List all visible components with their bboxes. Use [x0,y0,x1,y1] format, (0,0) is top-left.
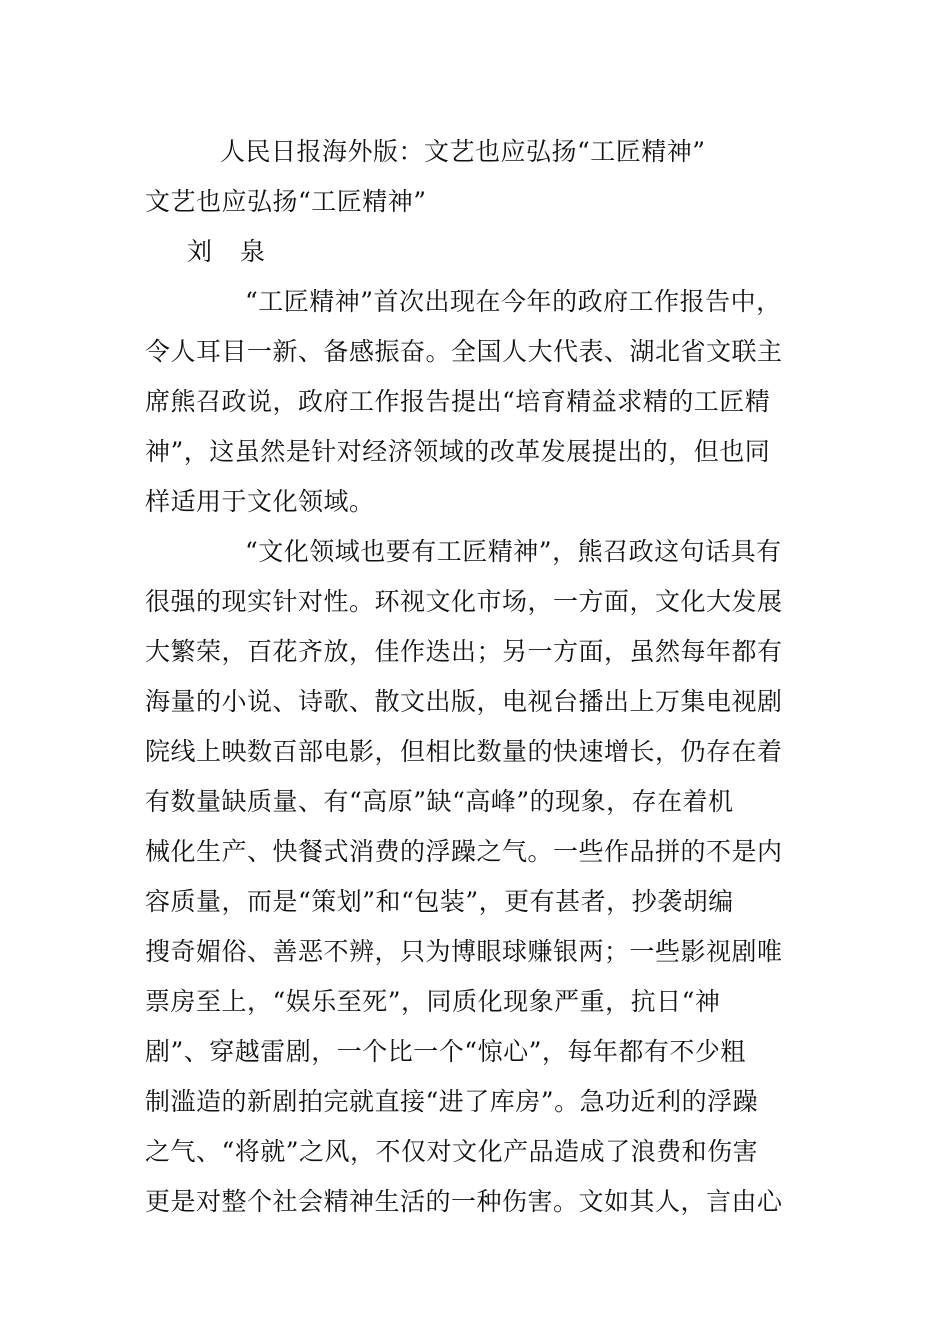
paragraph-line: 令人耳目一新、备感振奋。全国人大代表、湖北省文联主 [145,337,783,366]
paragraph-line: 大繁荣，百花齐放，佳作迭出；另一方面，虽然每年都有 [145,637,783,666]
paragraph-line: 剧”、穿越雷剧，一个比一个“惊心”，每年都有不少粗 [145,1037,746,1066]
paragraph-line: 搜奇媚俗、善恶不辨，只为博眼球赚银两；一些影视剧唯 [145,937,783,966]
paragraph-line: 有数量缺质量、有“高原”缺“高峰”的现象，存在着机 [145,787,734,816]
paragraph-line: 票房至上，“娱乐至死”，同质化现象严重，抗日“神 [145,987,721,1016]
paragraph-line: 席熊召政说，政府工作报告提出“培育精益求精的工匠精 [145,387,771,416]
paragraph-line: 制滥造的新剧拍完就直接“进了库房”。急功近利的浮躁 [145,1087,759,1116]
paragraph-line: 之气、“将就”之风，不仅对文化产品造成了浪费和伤害 [145,1137,759,1166]
paragraph-line: 更是对整个社会精神生活的一种伤害。文如其人，言由心 [145,1187,783,1216]
paragraph-line: 械化生产、快餐式消费的浮躁之气。一些作品拼的不是内 [145,837,783,866]
paragraph-line: “文化领域也要有工匠精神”，熊召政这句话具有 [245,537,782,566]
author-name: 刘 泉 [187,237,275,266]
paragraph-line: 样适用于文化领域。 [145,487,375,516]
document-subtitle: 文艺也应弘扬“工匠精神” [145,187,427,216]
paragraph-line: 海量的小说、诗歌、散文出版，电视台播出上万集电视剧 [145,687,783,716]
paragraph-line: 神”，这虽然是针对经济领域的改革发展提出的，但也同 [145,437,771,466]
document-title: 人民日报海外版：文艺也应弘扬“工匠精神” [220,137,706,166]
paragraph-line: 很强的现实针对性。环视文化市场，一方面，文化大发展 [145,587,783,616]
paragraph-line: 院线上映数百部电影，但相比数量的快速增长，仍存在着 [145,737,783,766]
paragraph-line: “工匠精神”首次出现在今年的政府工作报告中， [245,287,782,316]
paragraph-line: 容质量，而是“策划”和“包装”，更有甚者，抄袭胡编 [145,887,734,916]
